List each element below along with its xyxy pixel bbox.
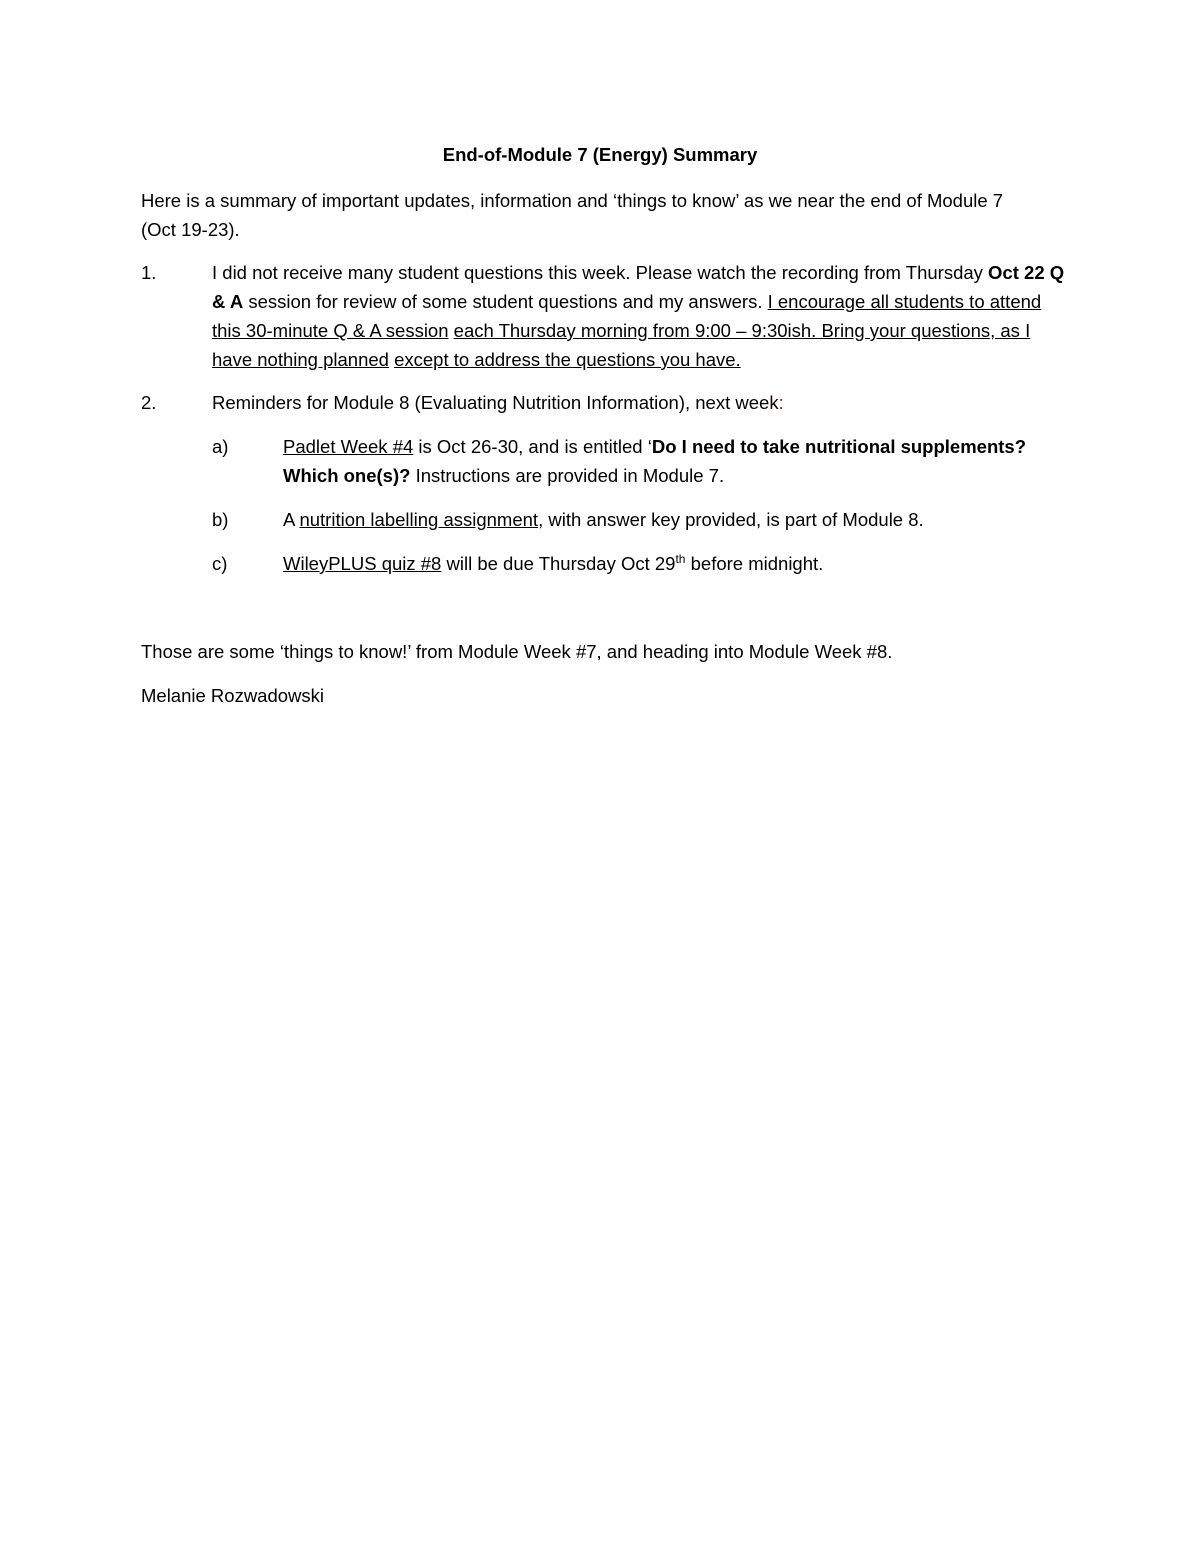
item-2-text: Reminders for Module 8 (Evaluating Nutrition Information), next week: (212, 392, 784, 413)
sub-item-b-label: b) (212, 509, 229, 530)
wileyplus-quiz-link[interactable]: WileyPLUS quiz #8 (283, 553, 442, 574)
sub-item-b-text: A nutrition labelling assignment, with answer key provided, is part of Module 8. (283, 509, 924, 530)
sub-item-a-label: a) (212, 436, 229, 457)
nutrition-assignment-link[interactable]: nutrition labelling assignment (299, 509, 539, 530)
item-1-encourage-text: I encourage all students to attend this 30-minute Q & A session (212, 291, 1042, 341)
sub-item-a-text: Padlet Week #4 is Oct 26-30, and is entitled ‘Do I need to take nutritional supplements? Which one(s)? Instructions are provided in Module 7. (283, 436, 1027, 486)
item-1-session-date: Oct 22 Q & A (212, 262, 1065, 312)
item-2-number: 2. (141, 392, 157, 413)
item-2-colon: : (778, 392, 784, 413)
page-title: End-of-Module 7 (Energy) Summary (442, 144, 758, 165)
item-1-text (212, 258, 1072, 374)
item-1-text-part: session for review of some student questions and my answers. (243, 291, 768, 312)
item-1-schedule-text: each Thursday morning from 9:00 – 9:30ish. Bring your questions, as I have nothing planned (212, 320, 1031, 370)
item-1-text-part: I did not receive many student questions this week. Please watch the recording from Thursday (212, 262, 989, 283)
padlet-topic: Do I need to take nutritional supplements? Which one(s)? (283, 436, 1027, 486)
signature: Melanie Rozwadowski (141, 685, 325, 706)
item-1-number: 1. (141, 262, 157, 283)
sub-item-c-label: c) (212, 553, 228, 574)
ordinal-suffix: th (675, 551, 686, 566)
intro-paragraph: Here is a summary of important updates, information and ‘things to know’ as we near the end of Module 7 (Oct 19-23). (141, 190, 1004, 240)
closing-paragraph: Those are some ‘things to know!’ from Module Week #7, and heading into Module Week #8. (141, 641, 893, 662)
padlet-link[interactable]: Padlet Week #4 (283, 436, 414, 457)
item-1-address-text: except to address the questions you have. (394, 349, 741, 370)
sub-item-c-text: WileyPLUS quiz #8 will be due Thursday Oct 29th before midnight. (283, 551, 824, 574)
